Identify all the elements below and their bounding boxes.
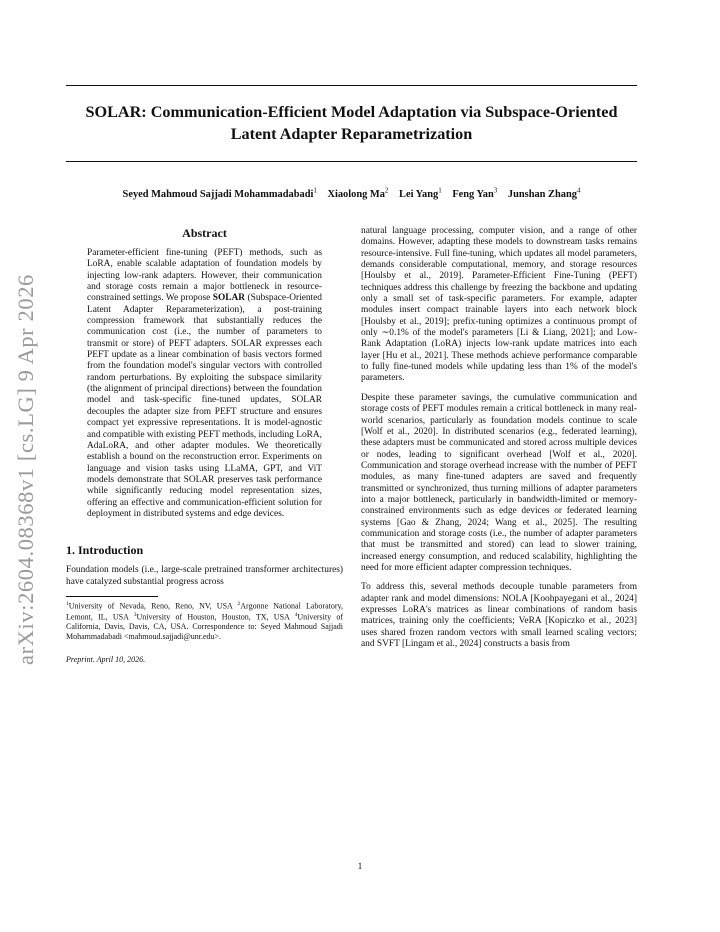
abstract-body: Parameter-efficient fine-tuning (PEFT) methods, such as LoRA, enable scalable adaptation of foundation models by injecting low-rank adapters. However, their communication and storage costs remain a major bottleneck in resource-constrained settings. We propose SOLAR (Subspace-Oriented Latent Adapter Reparameterization), a post-training compression framework that substantially reduces the communication cost (i.e., the number of parameters to transmit or store) of PEFT adapters. SOLAR expresses each PEFT update as a linear combination of basis vectors formed from the foundation model's singular vectors with controlled random perturbations. By exploiting the subspace similarity (the alignment of principal directions) between the foundation model and task-specific fine-tuned updates, SOLAR decouples the adapter size from PEFT structure and ensures compact yet expressive representations. It is model-agnostic and compatible with existing PEFT methods, including LoRA, AdaLoRA, and other adapter modules. We theoretically establish a bound on the reconstruction error. Experiments on language and vision tasks using LLaMA, GPT, and ViT models demonstrate that SOLAR preserves task performance while significantly reducing model representation sizes, offering an effective and communication-efficient solution for deployment in distributed systems and edge devices. (87, 248, 322, 519)
abstract-heading: Abstract (182, 226, 227, 240)
author: Feng Yan$^3$ (452, 187, 498, 201)
left-column (66, 226, 343, 665)
author: Xiaolong Ma$^2$ (327, 187, 389, 201)
intro-paragraph: To address this, several methods decouple tunable parameters from adapter rank and model dimensions: NOLA [Koohpayegani et al., 2024] expresses LoRA's matrices as linear combinations of random basis matrices, training only the coefficients; VeRA [Kopiczko et al., 2023] uses shared frozen random vectors with small learned scaling vectors; and SVFT [Lingam et al., 2024] constructs a basis from (361, 582, 637, 650)
author: Lei Yang$^1$ (399, 187, 442, 201)
arxiv-identifier: arXiv:2604.08368v1 [cs.LG] 9 Apr 2026 (13, 274, 38, 665)
preprint-note: Preprint. April 10, 2026. (66, 654, 146, 664)
title-rule-top (66, 85, 637, 86)
footnote-rule (66, 596, 158, 597)
author: Junshan Zhang$^4$ (507, 187, 581, 201)
page-number: 1 (357, 862, 363, 872)
right-column (361, 226, 637, 658)
paper-title: SOLAR: Communication-Efficient Model Adaptation via Subspace-Oriented Latent Adapter Reparametrization (85, 103, 618, 143)
intro-paragraph: Despite these parameter savings, the cumulative communication and storage costs of PEFT modules remain a critical bottleneck in many real-world scenarios, particularly as foundation models continue to scale [Wolf et al., 2020]. In distributed scenarios (e.g., federated learning), these adapters must be communicated and stored across multiple devices or nodes, leading to significant overhead [Wolf et al., 2020]. Communication and storage overhead increase with the number of PEFT modules, as many fine-tuned adapters are saved and frequently transmitted or synchronized, thus turning millions of adapter parameters into a major bottleneck, particularly in bandwidth-limited or memory-constrained environments such as edge devices or federated learning systems [Gao & Zhang, 2024; Wang et al., 2025]. The resulting communication and storage costs (i.e., the number of adapter parameters that must be transmitted and stored) can lead to slower training, increased energy consumption, and reduced scalability, highlighting the need for more efficient adapter compression techniques. (361, 392, 637, 573)
title-rule-bottom (66, 161, 637, 162)
intro-paragraph: natural language processing, computer vision, and a range of other domains. However, adapting these models to downstream tasks remains resource-intensive. Full fine-tuning, which updates all model parameters, demands considerable computational, memory, and storage resources [Houlsby et al., 2019]. Parameter-Efficient Fine-Tuning (PEFT) techniques address this challenge by freezing the backbone and updating only a small set of task-specific parameters. For example, adapter modules insert compact trainable layers into each network block [Houlsby et al., 2019]; prefix-tuning optimizes a continuous prompt of only ∼0.1% of the model's parameters [Li & Liang, 2021]; and Low-Rank Adaptation (LoRA) injects low-rank update matrices into each layer [Hu et al., 2021]. These methods achieve performance comparable to fully fine-tuned models while updating less than 1% of the model's parameters. (361, 226, 637, 384)
intro-paragraph: Foundation models (i.e., large-scale pretrained transformer architectures) have catalyzed substantial progress across (66, 565, 343, 587)
affiliation-footnote: $^1$University of Nevada, Reno, Reno, NV, USA $^2$Argonne National Laboratory, Lemont, IL, USA $^3$University of Houston, Houston, TX, USA $^4$University of California, Davis, Davis, CA, USA. Correspondence to: Seyed Mahmoud Sajjadi Mohammadabadi <mahmoud.sajjadi@unr.edu>. (66, 600, 344, 642)
author: Seyed Mahmoud Sajjadi Mohammadabadi$^1$ (122, 187, 317, 201)
section-heading-introduction: 1. Introduction (66, 543, 144, 558)
author-list (66, 187, 637, 200)
